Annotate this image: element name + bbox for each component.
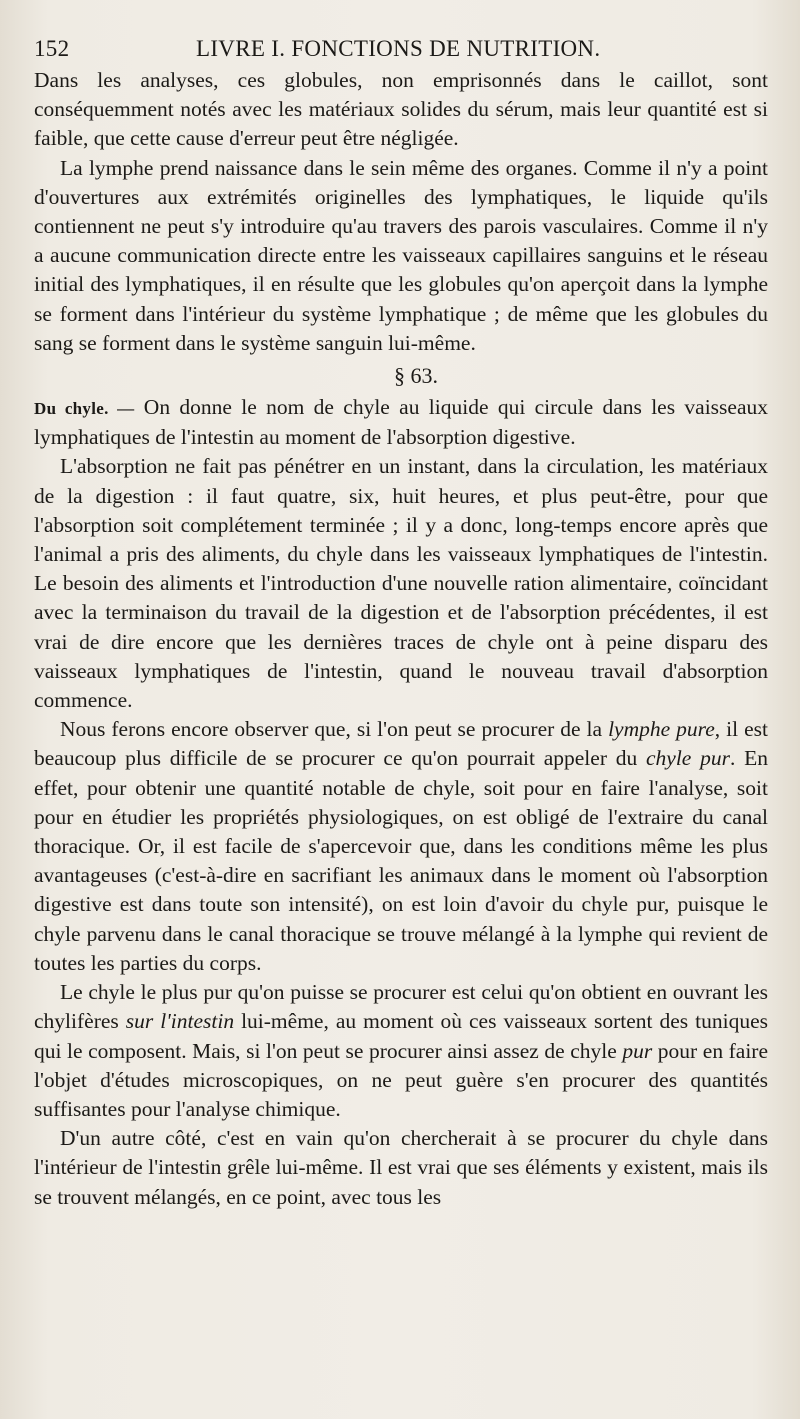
text-run: Le chyle le plus pur qu'on puisse se procurer est celui qu'on obtient en ouvrant les chylifères xyxy=(34,980,768,1034)
italic-term: pur xyxy=(622,1038,653,1063)
paragraph-du-chyle-text: On donne le nom de chyle au liquide qui circule dans les vaisseaux lymphatiques de l'intestin au moment de l'absorption digestive. xyxy=(34,395,768,450)
running-head xyxy=(34,32,768,66)
italic-term: sur l'intestin xyxy=(125,1009,235,1034)
paragraph-lymph-origin: La lymphe prend naissance dans le sein même des organes. Comme il n'y a point d'ouvertures aux extrémités originelles des lymphatiques, le liquide qu'ils contiennent ne peut s'y introduire qu'au travers des parois vasculaires. Comme il n'y a aucune communication directe entre les vaisseaux capillaires sanguins et le réseau initial des lymphatiques, il en résulte que les globules qu'on aperçoit dans la lymphe se forment dans l'intérieur du système lymphatique ; de même que les globules du sang se forment dans le système sanguin lui-même. xyxy=(34,155,768,355)
paragraph-absorption: L'absorption ne fait pas pénétrer en un instant, dans la circulation, les matériaux de la digestion : il faut quatre, six, huit heures, et plus peut-être, pour que l'absorption soit complétement terminée ; il y a donc, long-temps encore après que l'animal a pris des aliments, du chyle dans les vaisseaux lymphatiques de l'intestin. Le besoin des aliments et l'introduction d'une nouvelle ration alimentaire, coïncidant avec la terminaison du travail de la digestion et de l'absorption précédentes, il est vrai de dire encore que les dernières traces de chyle ont à peine disparu des vaisseaux lymphatiques de l'intestin, quand le nouveau travail d'absorption commence. xyxy=(34,454,768,713)
italic-term: chyle pur xyxy=(646,746,730,771)
page-number: 152 xyxy=(34,36,70,61)
paragraph-du-chyle xyxy=(34,393,768,452)
section-runin-heading: Du chyle. — xyxy=(34,399,135,419)
paragraph-chyle-plus-pur xyxy=(34,978,768,1124)
text-run: . En effet, pour obtenir une quantité notable de chyle, soit pour en faire l'analyse, soit pour en étudier les propriétés physiologiques, on est obligé de l'extraire du canal thoracique. Or, il est facile de s'apercevoir que, dans les conditions même les plus avantageuses (c'est-à-dire en sacrifiant les animaux dans le moment où l'absorption digestive est dans toute son intensité), on est loin d'avoir du chyle pur, puisque le chyle parvenu dans le canal thoracique se trouve mélangé à la lymphe qui revient de toutes les parties du corps. xyxy=(34,746,768,975)
text-run: Nous ferons encore observer que, si l'on peut se procurer de la xyxy=(60,717,609,742)
paragraph-lymphe-pure xyxy=(34,715,768,978)
paragraph-continued: Dans les analyses, ces globules, non emprisonnés dans le caillot, sont conséquemment notés avec les matériaux solides du sérum, mais leur quantité est si faible, que cette cause d'erreur peut être négligée. xyxy=(34,68,768,151)
text-run: , il est beaucoup plus difficile de se procurer ce qu'on pourrait appeler du xyxy=(34,717,768,771)
running-title: LIVRE I. FONCTIONS DE NUTRITION. xyxy=(196,36,601,61)
body-text xyxy=(34,66,768,1212)
text-run: lui-même, au moment où ces vaisseaux sortent des tuniques qui le composent. Mais, si l'on peut se procurer ainsi assez de chyle xyxy=(34,1009,769,1063)
text-run: pour en faire l'objet d'études microscopiques, on ne peut guère s'en procurer des quantités suffisantes pour l'analyse chimique. xyxy=(34,1038,768,1121)
italic-term: lymphe pure xyxy=(608,717,715,742)
paragraph-intestin-grele: D'un autre côté, c'est en vain qu'on chercherait à se procurer du chyle dans l'intérieur de l'intestin grêle lui-même. Il est vrai que ses éléments y existent, mais ils se trouvent mélangés, en ce point, avec tous les xyxy=(34,1126,768,1209)
section-number: § 63. xyxy=(394,363,438,389)
